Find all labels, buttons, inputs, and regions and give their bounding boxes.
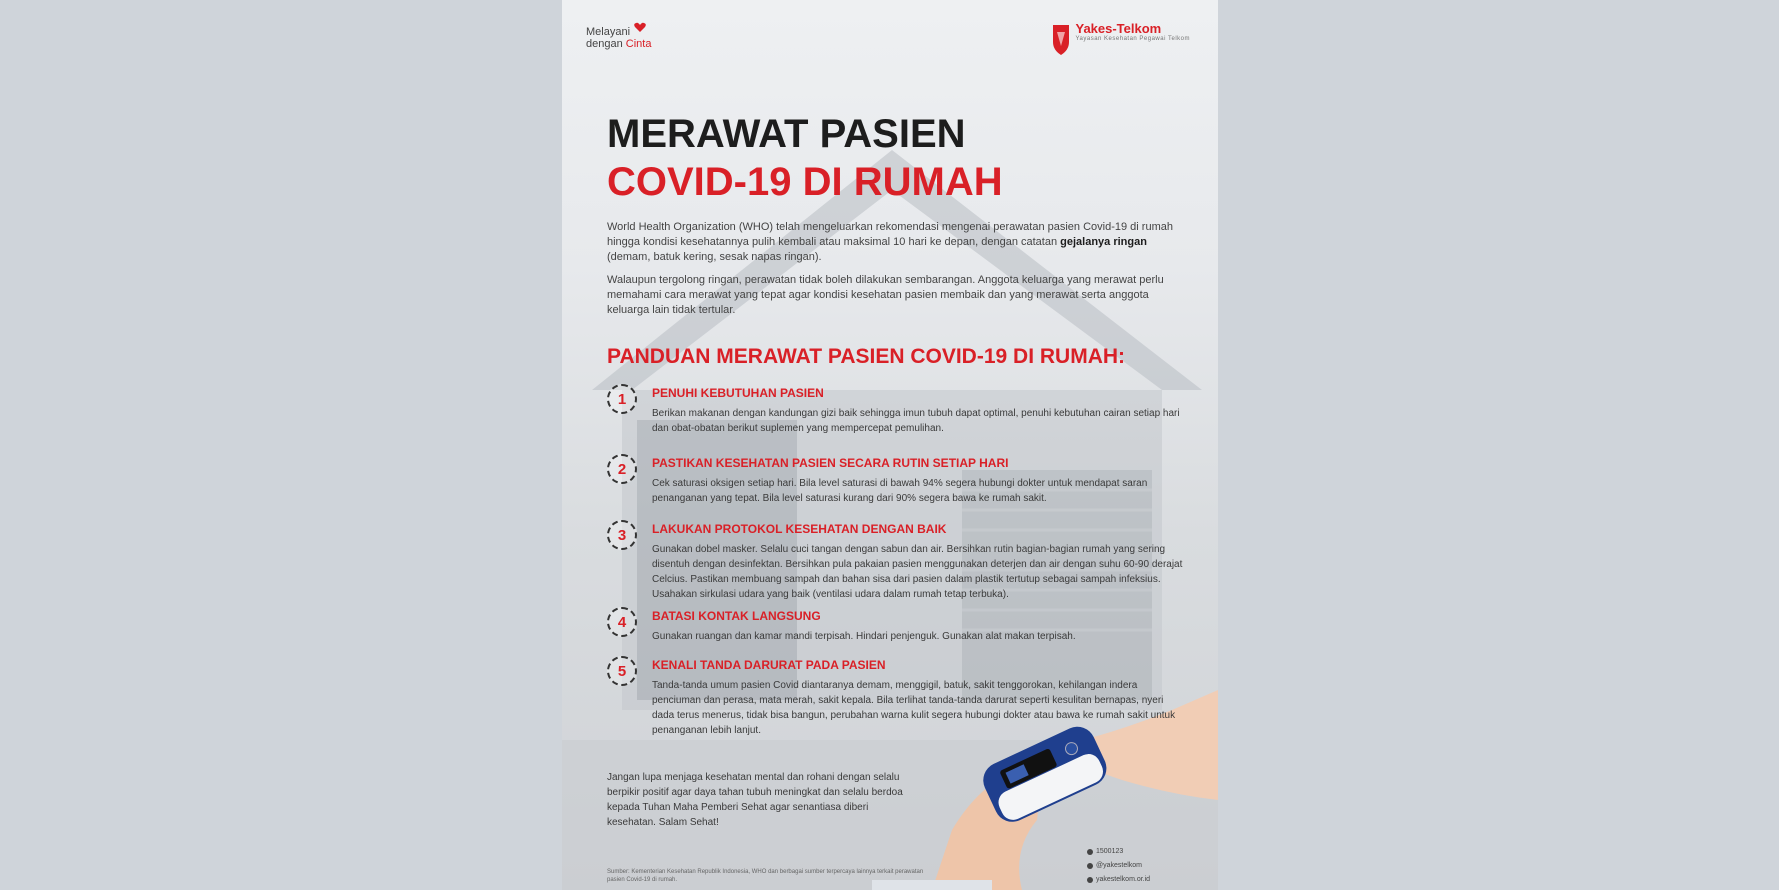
logo-line1: Melayani [586,26,631,38]
social-contact: @yakestelkom [1087,859,1150,873]
guide-title: PANDUAN MERAWAT PASIEN COVID-19 DI RUMAH: [607,345,1126,368]
melayani-logo [586,26,651,50]
brand-tagline: Yayasan Kesehatan Pegawai Telkom [1075,36,1190,42]
step-number: 5 [607,656,637,686]
title-line2: COVID-19 DI RUMAH [607,160,1003,204]
step-body: Cek saturasi oksigen setiap hari. Bila level saturasi di bawah 94% segera hubungi dokter untuk mendapat saran penanganan yang tepat. Bila level saturasi kurang dari 90% segera bawa ke rumah sakit. [652,478,1148,504]
brand-name: Yakes-Telkom [1075,21,1162,36]
website-contact: yakestelkom.or.id [1087,873,1150,887]
shield-icon [1051,22,1071,56]
step-number: 3 [607,520,637,550]
source-footnote: Sumber: Kementerian Kesehatan Republik Indonesia, WHO dan berbagai sumber terpercaya lainnya terkait perawatan pasien Covid-19 di rumah. [607,869,924,883]
step-title: LAKUKAN PROTOKOL KESEHATAN DENGAN BAIK [652,522,947,536]
step-body: Gunakan dobel masker. Selalu cuci tangan dengan sabun dan air. Bersihkan rutin bagian-bagian rumah yang sering disentuh dengan desinfektan. Bersihkan pula pakaian pasien menggunakan deterjen dan air dengan suhu 60-90 derajat Celcius. Pastikan membuang sampah dan bahan sisa dari pasien dalam plastik tertutup sebagai sampah infeksius. Usahakan sirkulasi udara yang baik (ventilasi udara dalam rumah tetap terbuka). [652,544,1183,600]
step-body: Gunakan ruangan dan kamar mandi terpisah. Hindari penjenguk. Gunakan alat makan terpisah. [652,631,1076,642]
intro-text [607,220,1177,326]
step-body: Tanda-tanda umum pasien Covid diantaranya demam, menggigil, batuk, sakit tenggorokan, kehilangan indera penciuman dan perasa, mata merah, sakit kepala. Bila terlihat tanda-tanda darurat seperti kesulitan bernapas, nyeri dada terus menerus, tidak bisa bangun, perubahan warna kulit segera hubungi dokter atau bawa ke rumah sakit untuk penanganan lebih lanjut. [652,680,1176,736]
logo-line2: dengan Cinta [586,38,652,50]
poster [562,0,1218,890]
intro-paragraph-1: World Health Organization (WHO) telah mengeluarkan rekomendasi mengenai perawatan pasien Covid-19 di rumah hingga kondisi kesehatannya pulih kembali atau maksimal 10 hari ke depan, dengan catatan gejalanya ringan (demam, batuk kering, sesak napas ringan). [607,221,1173,263]
step-body: Berikan makanan dengan kandungan gizi baik sehingga imun tubuh dapat optimal, penuhi kebutuhan cairan setiap hari dan obat-obatan berikut suplemen yang mempercepat pemulihan. [652,408,1180,434]
phone-icon [1087,849,1093,855]
step-title: PENUHI KEBUTUHAN PASIEN [652,386,824,400]
yakes-telkom-logo [1051,22,1190,56]
step-title: PASTIKAN KESEHATAN PASIEN SECARA RUTIN SETIAP HARI [652,456,1009,470]
step-number: 4 [607,607,637,637]
contact-list [1087,845,1150,887]
title-line1: MERAWAT PASIEN [607,112,966,156]
closing-message: Jangan lupa menjaga kesehatan mental dan rohani dengan selalu berpikir positif agar daya tahan tubuh meningkat dan selalu berdoa kepada Tuhan Maha Pemberi Sehat agar senantiasa diberi kesehatan. Salam Sehat! [607,772,903,828]
globe-icon [1087,877,1093,883]
step-number: 1 [607,384,637,414]
phone-contact: 1500123 [1087,845,1150,859]
step-number: 2 [607,454,637,484]
step-title: BATASI KONTAK LANGSUNG [652,609,821,623]
step-title: KENALI TANDA DARURAT PADA PASIEN [652,658,886,672]
intro-paragraph-2: Walaupun tergolong ringan, perawatan tidak boleh dilakukan sembarangan. Anggota keluarga yang merawat perlu memahami cara merawat yang tepat agar kondisi kesehatan pasien membaik dan yang merawat serta anggota keluarga lain tidak tertular. [607,274,1164,316]
instagram-icon [1087,863,1093,869]
heart-icon [634,22,646,33]
